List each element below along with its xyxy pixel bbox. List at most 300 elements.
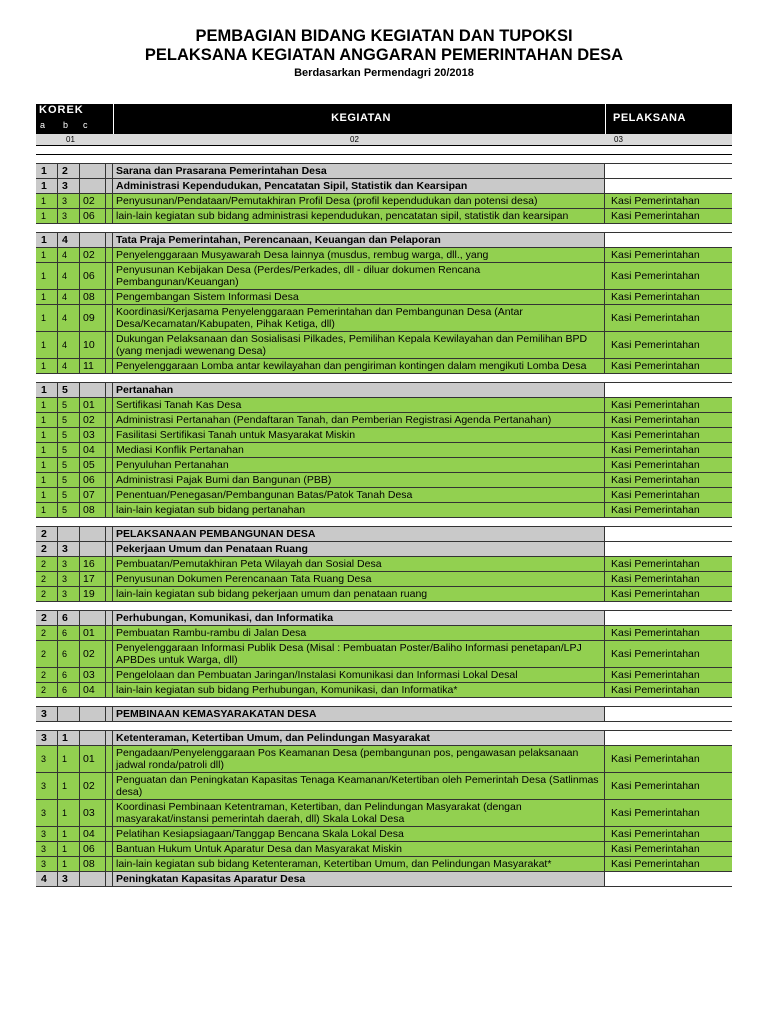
korek-b-cell: 1 <box>58 800 80 826</box>
pelaksana-cell: Kasi Pemerintahan <box>611 414 700 426</box>
korek-c-cell: 11 <box>80 359 106 373</box>
kegiatan-cell: Penyusunan Dokumen Perencanaan Tata Ruang Desa <box>113 572 605 586</box>
activity-table <box>36 104 732 887</box>
korek-c-cell <box>80 383 106 397</box>
pelaksana-cell <box>605 383 732 397</box>
kegiatan-cell: lain-lain kegiatan sub bidang Perhubungan, Komunikasi, dan Informatika* <box>113 683 605 697</box>
korek-c-cell <box>80 527 106 541</box>
korek-b-cell: 1 <box>58 773 80 799</box>
kegiatan-cell: lain-lain kegiatan sub bidang pekerjaan umum dan penataan ruang <box>113 587 605 601</box>
table-row <box>36 626 732 641</box>
kegiatan-cell: Pengadaan/Penyelenggaraan Pos Keamanan Desa (pembangunan pos, pengawasan pelaksanaan jadwal ronda/patroli dll) <box>113 746 605 772</box>
table-row <box>36 857 732 872</box>
korek-c-cell: 02 <box>80 194 106 208</box>
column-number-row <box>36 134 732 146</box>
korek-a-cell: 2 <box>36 587 58 601</box>
kegiatan-cell: Tata Praja Pemerintahan, Perencanaan, Keuangan dan Pelaporan <box>113 233 605 247</box>
korek-a-cell: 1 <box>36 383 58 397</box>
korek-b-cell: 3 <box>58 572 80 586</box>
kegiatan-cell: Penyusunan/Pendataan/Pemutakhiran Profil Desa (profil kependudukan dan potensi desa) <box>113 194 605 208</box>
korek-a-cell: 2 <box>36 527 58 541</box>
korek-c-cell: 19 <box>80 587 106 601</box>
table-row <box>36 668 732 683</box>
korek-c-cell: 03 <box>80 800 106 826</box>
korek-c-cell: 06 <box>80 209 106 223</box>
table-row <box>36 488 732 503</box>
kegiatan-cell: Fasilitasi Sertifikasi Tanah untuk Masyarakat Miskin <box>113 428 605 442</box>
korek-c-cell <box>80 707 106 721</box>
kegiatan-cell: Peningkatan Kapasitas Aparatur Desa <box>113 872 605 886</box>
kegiatan-cell: Pengelolaan dan Pembuatan Jaringan/Instalasi Komunikasi dan Informasi Lokal Desal <box>113 668 605 682</box>
korek-a-cell: 1 <box>36 503 58 517</box>
pelaksana-cell: Kasi Pemerintahan <box>611 843 700 855</box>
korek-c-cell: 01 <box>80 746 106 772</box>
table-row <box>36 746 732 773</box>
pelaksana-cell <box>605 611 732 625</box>
kegiatan-cell: PEMBINAAN KEMASYARAKATAN DESA <box>113 707 605 721</box>
korek-b-cell: 1 <box>58 827 80 841</box>
pelaksana-cell: Kasi Pemerintahan <box>611 573 700 585</box>
pelaksana-cell: Kasi Pemerintahan <box>611 459 700 471</box>
korek-c-cell: 02 <box>80 773 106 799</box>
spacer-cell <box>106 587 113 601</box>
pelaksana-cell: Kasi Pemerintahan <box>611 648 700 660</box>
korek-a-cell: 3 <box>36 842 58 856</box>
table-row <box>36 683 732 698</box>
pelaksana-cell: Kasi Pemerintahan <box>611 360 700 372</box>
spacer-cell <box>106 290 113 304</box>
pelaksana-cell <box>605 233 732 247</box>
pelaksana-header: PELAKSANA <box>613 112 686 124</box>
kegiatan-cell: Pekerjaan Umum dan Penataan Ruang <box>113 542 605 556</box>
korek-b-cell: 3 <box>58 179 80 193</box>
spacer-cell <box>106 179 113 193</box>
korek-b-cell: 1 <box>58 857 80 871</box>
spacer-cell <box>106 413 113 427</box>
korek-b-cell: 4 <box>58 290 80 304</box>
korek-c-cell: 05 <box>80 458 106 472</box>
kegiatan-cell: Sarana dan Prasarana Pemerintahan Desa <box>113 164 605 178</box>
korek-b-cell: 4 <box>58 248 80 262</box>
korek-c-cell: 03 <box>80 668 106 682</box>
spacer-row <box>36 698 732 707</box>
table-row <box>36 557 732 572</box>
korek-c-cell: 03 <box>80 428 106 442</box>
kegiatan-cell: Sertifikasi Tanah Kas Desa <box>113 398 605 412</box>
kegiatan-cell: lain-lain kegiatan sub bidang Ketenteraman, Ketertiban Umum, dan Pelindungan Masyarakat* <box>113 857 605 871</box>
spacer-row <box>36 602 732 611</box>
korek-c-cell <box>80 872 106 886</box>
korek-b-cell <box>58 707 80 721</box>
spacer-cell <box>106 683 113 697</box>
pelaksana-cell <box>605 164 732 178</box>
kegiatan-cell: Penguatan dan Peningkatan Kapasitas Tenaga Keamanan/Ketertiban oleh Pemerintah Desa (Satlinmas desa) <box>113 773 605 799</box>
kegiatan-cell: Mediasi Konflik Pertanahan <box>113 443 605 457</box>
korek-c-cell: 16 <box>80 557 106 571</box>
pelaksana-cell: Kasi Pemerintahan <box>611 291 700 303</box>
korek-b-cell: 5 <box>58 413 80 427</box>
spacer-cell <box>106 731 113 745</box>
spacer-cell <box>106 872 113 886</box>
pelaksana-cell <box>605 542 732 556</box>
korek-c-cell <box>80 731 106 745</box>
table-row <box>36 773 732 800</box>
korek-c-header: c <box>83 120 88 130</box>
pelaksana-col-number: 03 <box>614 135 623 144</box>
pelaksana-cell: Kasi Pemerintahan <box>611 474 700 486</box>
korek-b-cell: 3 <box>58 209 80 223</box>
kegiatan-cell: Administrasi Kependudukan, Pencatatan Sipil, Statistik dan Kearsipan <box>113 179 605 193</box>
korek-b-cell: 1 <box>58 842 80 856</box>
korek-c-cell <box>80 233 106 247</box>
kegiatan-cell: Administrasi Pajak Bumi dan Bangunan (PBB) <box>113 473 605 487</box>
spacer-cell <box>106 572 113 586</box>
section-row <box>36 179 732 194</box>
kegiatan-cell: Koordinasi/Kerjasama Penyelenggaraan Pemerintahan dan Pembangunan Desa (Antar Desa/Kecamatan/Kabupaten, Pihak Ketiga, dll) <box>113 305 605 331</box>
table-row <box>36 428 732 443</box>
korek-a-cell: 3 <box>36 800 58 826</box>
korek-a-cell: 2 <box>36 557 58 571</box>
spacer-cell <box>106 209 113 223</box>
spacer-cell <box>106 398 113 412</box>
korek-a-cell: 1 <box>36 488 58 502</box>
spacer-cell <box>106 383 113 397</box>
korek-b-cell: 5 <box>58 428 80 442</box>
spacer-cell <box>106 842 113 856</box>
korek-c-cell: 02 <box>80 641 106 667</box>
korek-a-cell: 2 <box>36 611 58 625</box>
korek-a-cell: 4 <box>36 872 58 886</box>
korek-b-cell: 4 <box>58 233 80 247</box>
spacer-cell <box>106 359 113 373</box>
korek-a-cell: 3 <box>36 707 58 721</box>
spacer-cell <box>106 773 113 799</box>
table-row <box>36 572 732 587</box>
korek-a-cell: 3 <box>36 731 58 745</box>
spacer-cell <box>106 164 113 178</box>
korek-c-cell: 06 <box>80 473 106 487</box>
korek-c-cell: 02 <box>80 413 106 427</box>
kegiatan-cell: Penyelenggaraan Informasi Publik Desa (Misal : Pembuatan Poster/Baliho Informasi penetapan/LPJ APBDes untuk Warga, dll) <box>113 641 605 667</box>
section-row <box>36 164 732 179</box>
korek-a-cell: 1 <box>36 233 58 247</box>
table-row <box>36 398 732 413</box>
pelaksana-cell: Kasi Pemerintahan <box>611 249 700 261</box>
table-row <box>36 194 732 209</box>
korek-a-cell: 1 <box>36 413 58 427</box>
spacer-cell <box>106 332 113 358</box>
pelaksana-cell: Kasi Pemerintahan <box>611 444 700 456</box>
korek-a-cell: 1 <box>36 473 58 487</box>
pelaksana-cell: Kasi Pemerintahan <box>611 858 700 870</box>
korek-a-header: a <box>40 120 46 130</box>
korek-c-cell: 04 <box>80 827 106 841</box>
spacer-cell <box>106 233 113 247</box>
table-row <box>36 800 732 827</box>
spacer-cell <box>106 503 113 517</box>
table-row <box>36 248 732 263</box>
table-row <box>36 332 732 359</box>
pelaksana-cell: Kasi Pemerintahan <box>611 489 700 501</box>
korek-a-cell: 1 <box>36 443 58 457</box>
table-header <box>36 104 732 134</box>
document-header <box>0 27 768 80</box>
korek-c-cell: 01 <box>80 398 106 412</box>
korek-b-cell: 3 <box>58 194 80 208</box>
korek-a-cell: 3 <box>36 827 58 841</box>
title-line-1: PEMBAGIAN BIDANG KEGIATAN DAN TUPOKSI <box>195 27 573 45</box>
spacer-cell <box>106 641 113 667</box>
kegiatan-cell: Bantuan Hukum Untuk Aparatur Desa dan Masyarakat Miskin <box>113 842 605 856</box>
table-row <box>36 263 732 290</box>
spacer-cell <box>106 305 113 331</box>
korek-a-cell: 1 <box>36 248 58 262</box>
korek-c-cell: 17 <box>80 572 106 586</box>
korek-b-cell: 5 <box>58 443 80 457</box>
table-row <box>36 641 732 668</box>
korek-a-cell: 1 <box>36 194 58 208</box>
table-body <box>36 155 732 887</box>
kegiatan-cell: Penyelenggaraan Lomba antar kewilayahan dan pengiriman kontingen dalam mengikuti Lomba Desa <box>113 359 605 373</box>
kegiatan-cell: lain-lain kegiatan sub bidang administrasi kependudukan, pencatatan sipil, statistik dan kearsipan <box>113 209 605 223</box>
kegiatan-cell: Pelatihan Kesiapsiagaan/Tanggap Bencana Skala Lokal Desa <box>113 827 605 841</box>
korek-b-cell: 5 <box>58 473 80 487</box>
pelaksana-cell <box>605 707 732 721</box>
korek-c-cell: 08 <box>80 503 106 517</box>
korek-c-cell: 08 <box>80 857 106 871</box>
pelaksana-cell: Kasi Pemerintahan <box>611 339 700 351</box>
spacer-cell <box>106 263 113 289</box>
table-row <box>36 842 732 857</box>
subtitle: Berdasarkan Permendagri 20/2018 <box>294 67 474 79</box>
korek-a-cell: 2 <box>36 668 58 682</box>
korek-a-cell: 1 <box>36 458 58 472</box>
pelaksana-cell <box>605 527 732 541</box>
pelaksana-cell <box>605 872 732 886</box>
korek-c-cell <box>80 164 106 178</box>
kegiatan-cell: Administrasi Pertanahan (Pendaftaran Tanah, dan Pemberian Registrasi Agenda Pertanahan) <box>113 413 605 427</box>
spacer-row <box>36 155 732 164</box>
korek-c-cell: 04 <box>80 683 106 697</box>
pelaksana-cell: Kasi Pemerintahan <box>611 780 700 792</box>
table-row <box>36 359 732 374</box>
spacer-cell <box>106 248 113 262</box>
section-row <box>36 731 732 746</box>
kegiatan-cell: Pertanahan <box>113 383 605 397</box>
korek-c-cell: 02 <box>80 248 106 262</box>
spacer-row <box>36 722 732 731</box>
spacer-row <box>36 224 732 233</box>
kegiatan-cell: PELAKSANAAN PEMBANGUNAN DESA <box>113 527 605 541</box>
korek-b-cell: 3 <box>58 557 80 571</box>
korek-c-cell: 09 <box>80 305 106 331</box>
pelaksana-cell: Kasi Pemerintahan <box>611 753 700 765</box>
korek-b-cell: 5 <box>58 488 80 502</box>
table-row <box>36 458 732 473</box>
spacer-cell <box>106 611 113 625</box>
section-row <box>36 383 732 398</box>
pelaksana-cell: Kasi Pemerintahan <box>611 312 700 324</box>
spacer-cell <box>106 194 113 208</box>
kegiatan-col-number: 02 <box>350 135 359 144</box>
title-line-2: PELAKSANA KEGIATAN ANGGARAN PEMERINTAHAN DESA <box>144 46 624 64</box>
korek-col-number: 01 <box>66 135 75 144</box>
korek-b-cell: 6 <box>58 683 80 697</box>
korek-c-cell <box>80 542 106 556</box>
korek-a-cell: 1 <box>36 209 58 223</box>
pelaksana-cell: Kasi Pemerintahan <box>611 195 700 207</box>
korek-a-cell: 2 <box>36 572 58 586</box>
korek-a-cell: 2 <box>36 542 58 556</box>
table-row <box>36 209 732 224</box>
korek-header: KOREK <box>39 104 84 116</box>
table-row <box>36 587 732 602</box>
section-row <box>36 527 732 542</box>
korek-a-cell: 1 <box>36 179 58 193</box>
spacer-cell <box>106 557 113 571</box>
spacer-cell <box>106 527 113 541</box>
korek-b-cell: 6 <box>58 611 80 625</box>
section-row <box>36 872 732 887</box>
kegiatan-cell: Pembuatan/Pemutakhiran Peta Wilayah dan Sosial Desa <box>113 557 605 571</box>
section-row <box>36 233 732 248</box>
table-row <box>36 473 732 488</box>
korek-a-cell: 1 <box>36 332 58 358</box>
table-row <box>36 305 732 332</box>
spacer-cell <box>106 428 113 442</box>
korek-c-cell: 07 <box>80 488 106 502</box>
spacer-cell <box>106 542 113 556</box>
kegiatan-cell: Pembuatan Rambu-rambu di Jalan Desa <box>113 626 605 640</box>
korek-b-cell: 3 <box>58 587 80 601</box>
section-row <box>36 707 732 722</box>
spacer-row <box>36 146 732 155</box>
korek-b-cell: 3 <box>58 872 80 886</box>
spacer-cell <box>106 707 113 721</box>
spacer-cell <box>106 443 113 457</box>
kegiatan-cell: Ketenteraman, Ketertiban Umum, dan Pelindungan Masyarakat <box>113 731 605 745</box>
spacer-cell <box>106 857 113 871</box>
spacer-cell <box>106 458 113 472</box>
korek-b-cell: 4 <box>58 305 80 331</box>
table-row <box>36 413 732 428</box>
korek-b-cell: 6 <box>58 668 80 682</box>
pelaksana-cell: Kasi Pemerintahan <box>611 627 700 639</box>
korek-b-cell: 5 <box>58 383 80 397</box>
pelaksana-cell: Kasi Pemerintahan <box>611 270 700 282</box>
korek-b-cell: 5 <box>58 503 80 517</box>
spacer-row <box>36 518 732 527</box>
korek-b-cell: 5 <box>58 398 80 412</box>
korek-b-cell: 2 <box>58 164 80 178</box>
korek-b-cell: 4 <box>58 263 80 289</box>
header-divider <box>113 104 114 134</box>
kegiatan-cell: Penyelenggaraan Musyawarah Desa lainnya (musdus, rembug warga, dll., yang <box>113 248 605 262</box>
kegiatan-cell: Penyusunan Kebijakan Desa (Perdes/Perkades, dll - diluar dokumen Rencana Pembangunan/Keuangan) <box>113 263 605 289</box>
pelaksana-cell: Kasi Pemerintahan <box>611 558 700 570</box>
korek-a-cell: 1 <box>36 398 58 412</box>
kegiatan-cell: Penentuan/Penegasan/Pembangunan Batas/Patok Tanah Desa <box>113 488 605 502</box>
pelaksana-cell: Kasi Pemerintahan <box>611 399 700 411</box>
korek-b-cell: 4 <box>58 359 80 373</box>
spacer-cell <box>106 626 113 640</box>
spacer-row <box>36 374 732 383</box>
header-divider <box>605 104 606 134</box>
kegiatan-header: KEGIATAN <box>331 112 391 124</box>
kegiatan-cell: Perhubungan, Komunikasi, dan Informatika <box>113 611 605 625</box>
pelaksana-cell: Kasi Pemerintahan <box>611 684 700 696</box>
table-row <box>36 827 732 842</box>
kegiatan-cell: lain-lain kegiatan sub bidang pertanahan <box>113 503 605 517</box>
korek-b-cell: 6 <box>58 641 80 667</box>
kegiatan-cell: Koordinasi Pembinaan Ketentraman, Ketertiban, dan Pelindungan Masyarakat (dengan masyarakat/instansi pemerintah daerah, dll) Skala Lokal Desa <box>113 800 605 826</box>
spacer-cell <box>106 827 113 841</box>
korek-b-cell: 4 <box>58 332 80 358</box>
kegiatan-cell: Penyuluhan Pertanahan <box>113 458 605 472</box>
pelaksana-cell: Kasi Pemerintahan <box>611 504 700 516</box>
korek-c-cell: 06 <box>80 263 106 289</box>
pelaksana-cell: Kasi Pemerintahan <box>611 588 700 600</box>
korek-a-cell: 3 <box>36 773 58 799</box>
table-row <box>36 290 732 305</box>
korek-c-cell <box>80 611 106 625</box>
korek-a-cell: 1 <box>36 359 58 373</box>
korek-c-cell: 06 <box>80 842 106 856</box>
section-row <box>36 611 732 626</box>
spacer-cell <box>106 800 113 826</box>
korek-b-cell: 1 <box>58 746 80 772</box>
kegiatan-cell: Dukungan Pelaksanaan dan Sosialisasi Pilkades, Pemilihan Kepala Kewilayahan dan Pemilihan BPD (yang menjadi wewenang Desa) <box>113 332 605 358</box>
spacer-cell <box>106 746 113 772</box>
pelaksana-cell: Kasi Pemerintahan <box>611 807 700 819</box>
korek-b-cell: 6 <box>58 626 80 640</box>
korek-a-cell: 1 <box>36 164 58 178</box>
korek-b-cell: 5 <box>58 458 80 472</box>
spacer-cell <box>106 473 113 487</box>
korek-c-cell: 04 <box>80 443 106 457</box>
korek-c-cell: 01 <box>80 626 106 640</box>
pelaksana-cell: Kasi Pemerintahan <box>611 429 700 441</box>
table-row <box>36 443 732 458</box>
pelaksana-cell: Kasi Pemerintahan <box>611 669 700 681</box>
korek-c-cell: 08 <box>80 290 106 304</box>
korek-b-header: b <box>63 120 69 130</box>
korek-c-cell <box>80 179 106 193</box>
korek-a-cell: 2 <box>36 641 58 667</box>
pelaksana-cell: Kasi Pemerintahan <box>611 210 700 222</box>
section-row <box>36 542 732 557</box>
korek-b-cell <box>58 527 80 541</box>
korek-a-cell: 1 <box>36 428 58 442</box>
spacer-cell <box>106 488 113 502</box>
table-row <box>36 503 732 518</box>
korek-a-cell: 3 <box>36 746 58 772</box>
korek-a-cell: 1 <box>36 263 58 289</box>
kegiatan-cell: Pengembangan Sistem Informasi Desa <box>113 290 605 304</box>
korek-a-cell: 1 <box>36 290 58 304</box>
pelaksana-cell <box>605 731 732 745</box>
korek-a-cell: 3 <box>36 857 58 871</box>
pelaksana-cell <box>605 179 732 193</box>
korek-b-cell: 1 <box>58 731 80 745</box>
pelaksana-cell: Kasi Pemerintahan <box>611 828 700 840</box>
spacer-cell <box>106 668 113 682</box>
korek-a-cell: 2 <box>36 683 58 697</box>
korek-b-cell: 3 <box>58 542 80 556</box>
korek-a-cell: 1 <box>36 305 58 331</box>
korek-a-cell: 2 <box>36 626 58 640</box>
korek-c-cell: 10 <box>80 332 106 358</box>
